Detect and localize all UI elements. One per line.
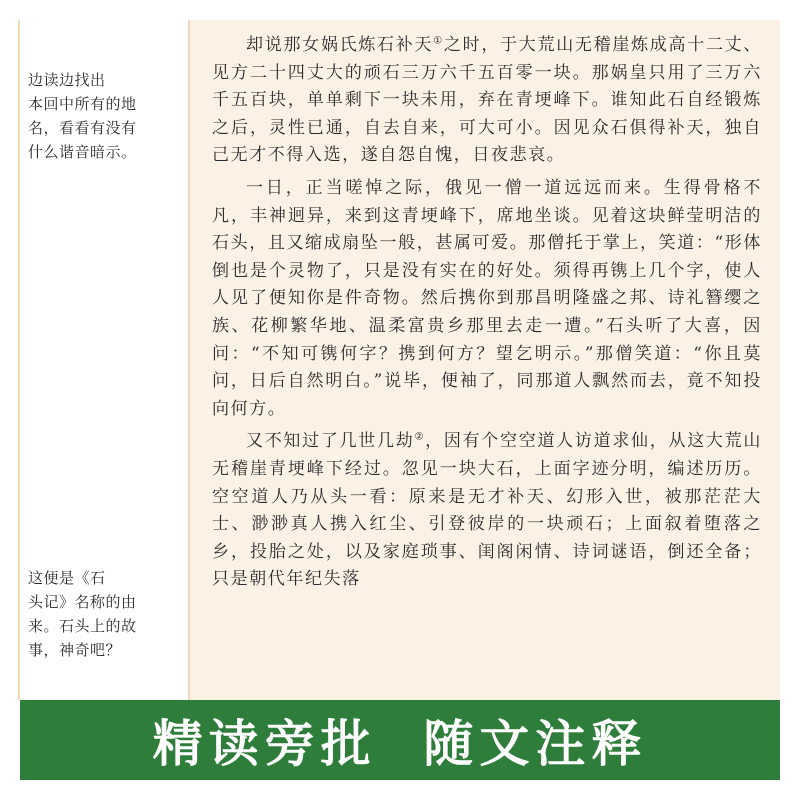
margin-rule xyxy=(18,20,20,700)
paragraph-1-part-a: 却说那女娲氏炼石补天 xyxy=(246,35,434,55)
promo-banner xyxy=(20,700,780,780)
paragraph-1-part-b: 之时，于大荒山无稽崖炼成高十二丈、见方二十四丈大的顽石三万六千五百零一块。那娲皇只用了三万六千五百块，单单剩下一块未用，弃在青埂峰下。谁知此石自经锻炼之后，灵性已通，自去自来，可大可小。因见众石俱得补天，独自己无才不得入选，遂自怨自愧，日夜悲哀。 xyxy=(212,35,762,166)
footnote-marker-2: ② xyxy=(414,431,426,443)
paragraph-3-part-a: 又不知过了几世几劫 xyxy=(246,431,415,452)
paragraph-1 xyxy=(190,32,780,170)
banner-title: 精读旁批 随文注释 xyxy=(152,715,648,773)
right-margin xyxy=(780,20,800,700)
paragraph-3-part-b: ，因有个空空道人访道求仙，从这大荒山无稽崖青埂峰下经过。忽见一块大石，上面字迹分明，编述历历。空空道人乃从头一看：原来是无才补天、幻形入世，被那茫茫大士、渺渺真人携入红尘、引登彼岸的一块顽石；上面叙着堕落之乡，投胎之处，以及家庭琐事、闺阁闲情、诗词谜语，倒还全备；只是朝代年纪失落 xyxy=(212,431,762,590)
margin-note-1: 边读边找出 本回中所有的地 名，看看有没有 什么谐音暗示。 xyxy=(28,71,137,161)
bottom-margin xyxy=(0,780,800,800)
paragraph-2: 一日，正当嗟悼之际，俄见一僧一道远远而来。生得骨格不凡，丰神迥异，来到这青埂峰下，席地坐谈。见着这块鲜莹明洁的石头，且又缩成扇坠一般，甚属可爱。那僧托于掌上，笑道：“形体倒也是个灵物了，只是没有实在的好处。须得再镌上几个字，使人人见了便知你是件奇物。然后携你到那昌明隆盛之邦、诗礼簪缨之族、花柳繁华地、温柔富贵乡那里去走一遭。”石头听了大喜，因问：“不知可镌何字？携到何方？望乞明示。”那僧笑道：“你且莫问，日后自然明白。”说毕，便袖了，同那道人飘然而去，竟不知投向何方。 xyxy=(212,177,762,419)
text-block xyxy=(190,32,780,594)
main-text-panel xyxy=(190,20,780,700)
paragraph-3 xyxy=(190,428,780,594)
footnote-marker-1: ① xyxy=(433,35,444,47)
margin-note-2: 这便是《石 头记》名称的由 来。石头上的故 事，神奇吧？ xyxy=(28,569,137,659)
